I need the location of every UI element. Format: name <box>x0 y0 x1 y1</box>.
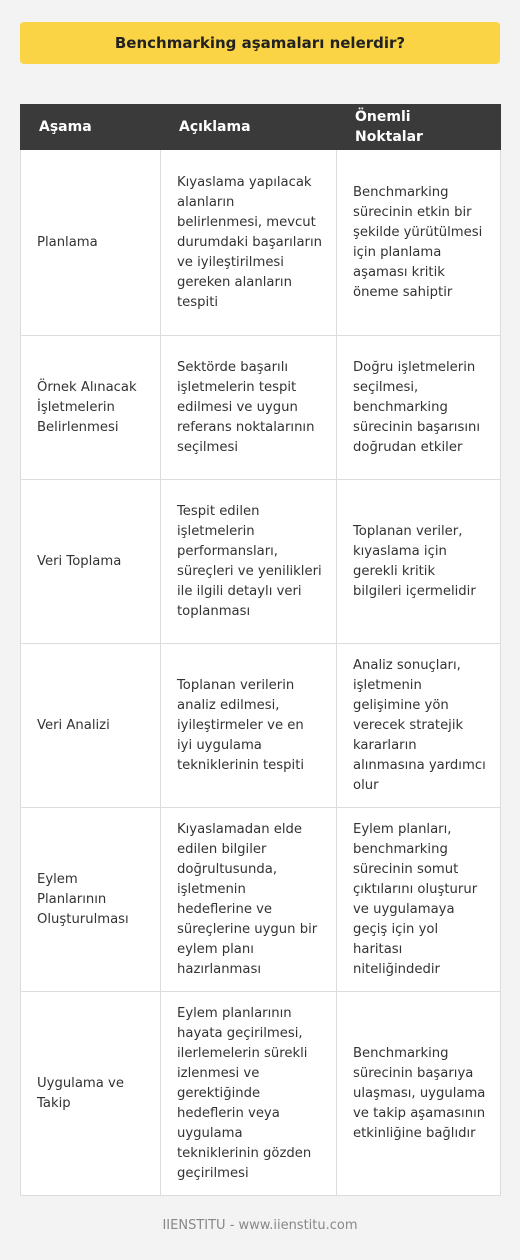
table-row <box>21 150 501 336</box>
cell-description: Eylem planlarının hayata geçirilmesi, ilerlemelerin sürekli izlenmesi ve gerektiğinde hedeflerin veya uygulama tekniklerinin gözden geçirilmesi <box>161 992 337 1196</box>
benchmarking-stages-table <box>20 104 501 1196</box>
cell-description: Sektörde başarılı işletmelerin tespit edilmesi ve uygun referans noktalarının seçilmesi <box>161 336 337 480</box>
page-title: Benchmarking aşamaları nelerdir? <box>20 22 500 64</box>
header-stage: Aşama <box>21 105 161 150</box>
cell-notes: Analiz sonuçları, işletmenin gelişimine yön verecek stratejik kararların alınmasına yardımcı olur <box>337 644 501 808</box>
footer-credit: IIENSTITU - www.iienstitu.com <box>162 1218 358 1233</box>
header-description: Açıklama <box>161 105 337 150</box>
cell-description: Toplanan verilerin analiz edilmesi, iyileştirmeler ve en iyi uygulama tekniklerinin tespiti <box>161 644 337 808</box>
table-row <box>21 336 501 480</box>
table-row <box>21 480 501 644</box>
cell-stage: Planlama <box>21 150 161 336</box>
cell-notes: Benchmarking sürecinin etkin bir şekilde yürütülmesi için planlama aşaması kritik öneme sahiptir <box>337 150 501 336</box>
table-row <box>21 808 501 992</box>
header-notes: Önemli Noktalar <box>337 105 501 150</box>
cell-stage: Örnek Alınacak İşletmelerin Belirlenmesi <box>21 336 161 480</box>
table-row <box>21 992 501 1196</box>
cell-stage: Veri Toplama <box>21 480 161 644</box>
cell-stage: Uygulama ve Takip <box>21 992 161 1196</box>
cell-notes: Benchmarking sürecinin başarıya ulaşması, uygulama ve takip aşamasının etkinliğine bağlıdır <box>337 992 501 1196</box>
cell-description: Kıyaslama yapılacak alanların belirlenmesi, mevcut durumdaki başarıların ve iyileştirilmesi gereken alanların tespiti <box>161 150 337 336</box>
cell-description: Kıyaslamadan elde edilen bilgiler doğrultusunda, işletmenin hedeflerine ve süreçlerine uygun bir eylem planı hazırlanması <box>161 808 337 992</box>
cell-stage: Veri Analizi <box>21 644 161 808</box>
cell-notes: Doğru işletmelerin seçilmesi, benchmarking sürecinin başarısını doğrudan etkiler <box>337 336 501 480</box>
cell-description: Tespit edilen işletmelerin performansları, süreçleri ve yenilikleri ile ilgili detaylı veri toplanması <box>161 480 337 644</box>
table-row <box>21 644 501 808</box>
cell-notes: Eylem planları, benchmarking sürecinin somut çıktılarını oluşturur ve uygulamaya geçiş için yol haritası niteliğindedir <box>337 808 501 992</box>
cell-notes: Toplanan veriler, kıyaslama için gerekli kritik bilgileri içermelidir <box>337 480 501 644</box>
cell-stage: Eylem Planlarının Oluşturulması <box>21 808 161 992</box>
table-header-row <box>21 105 501 150</box>
